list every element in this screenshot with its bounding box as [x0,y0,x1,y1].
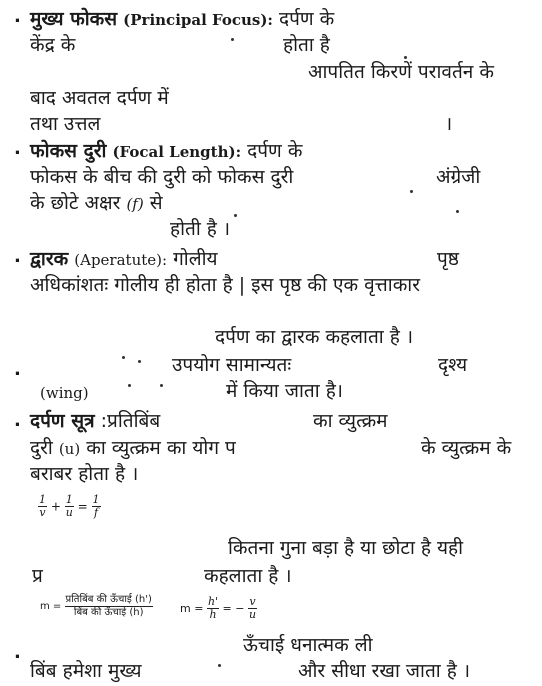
speck [122,356,125,359]
text: कहलाता है । [204,565,292,587]
text: कितना गुना बड़ा है या छोटा है यही [228,537,464,559]
bullet: . [14,6,21,27]
aperture-heading: द्वारक [30,248,69,270]
speck [218,664,221,667]
mirror-formula-equation [38,494,101,519]
bullet: . [14,410,21,431]
fraction-1-over-u: $\frac{1}{u}$ [65,493,73,519]
magnification-equation-1: m = $\frac{\text{प्रतिबिंब की ऊँचाई (h')}}{\text{बिंब की ऊँचाई (h)}}$ [40,594,152,618]
speck [410,190,413,193]
speck [128,384,131,387]
text: प्र [32,565,43,587]
text: होती है । [170,218,231,240]
text: बाद अवतल दर्पण में [30,87,169,109]
magnification-equation-2: m = $\frac{h'}{h}$ = − $\frac{v}{u}$ [180,595,257,621]
mirror-formula-line-1 [30,410,160,432]
text: पृष्ठ [437,248,459,270]
text: और सीधा रखा जाता है । [298,660,471,682]
fraction-1-over-v: $\frac{1}{v}$ [39,493,46,519]
speck [234,214,237,217]
fraction-1-over-f: $\frac{1}{f}$ [92,493,100,519]
text: का व्युत्क्रम [313,410,388,432]
fraction-v-over-u: $\frac{v}{u}$ [248,595,257,621]
focal-length-line-1 [30,140,302,163]
focal-length-line-3 [30,192,163,215]
fraction-h-prime-over-h: $\frac{h'}{h}$ [207,595,219,621]
speck [160,384,163,387]
speck [456,210,459,213]
text: बराबर होता है । [30,463,139,485]
bullet: . [14,138,21,159]
speck [231,38,234,41]
focal-symbol: (f) [126,195,144,213]
bullet: . [14,359,21,380]
text: अधिकांशतः गोलीय ही होता है | इस पृष्ठ की एक वृत्ताकार [30,274,420,296]
text: केंद्र के [30,34,76,56]
text: ऊँचाई धनात्मक ली [243,634,373,656]
text: तथा उत्तल [30,113,101,135]
text: से [149,192,163,214]
text: दर्पण का द्वारक कहलाता है । [215,326,414,348]
speck [138,360,141,363]
text: दर्पण के [279,8,335,30]
principal-focus-line-1 [30,8,334,31]
text: फोकस के बीच की दुरी को फोकस दुरी [30,166,294,188]
bullet: . [14,246,21,267]
text: दुरी [30,437,53,459]
focal-length-heading: फोकस दुरी [30,140,107,162]
text: बिंब हमेशा मुख्य [30,660,142,682]
text: के छोटे अक्षर [30,192,121,214]
equals-sign: = [77,499,88,514]
text: आपतित किरणें परावर्तन के [308,61,494,83]
text: में किया जाता है। [226,380,343,402]
bullet: . [14,642,21,663]
text: उपयोग सामान्यतः [172,354,292,376]
text: (wing) [40,384,89,402]
mirror-formula-line-2 [30,437,236,460]
text: अंग्रेजी [436,166,481,188]
principal-focus-heading: मुख्य फोकस [30,8,118,30]
aperture-line-1 [30,248,218,271]
text: के व्युत्क्रम के [421,437,512,459]
aperture-heading-en: (Aperatute): [74,251,168,269]
text: :प्रतिबिंब [100,410,161,432]
principal-focus-heading-en: (Principal Focus): [123,11,273,29]
magnification-fraction: $\frac{\text{प्रतिबिंब की ऊँचाई (h')}}{\text{बिंब की ऊँचाई (h)}}$ [65,594,152,618]
focal-length-heading-en: (Focal Length): [112,143,242,161]
text: । [445,113,453,135]
text: दर्पण के [247,140,303,162]
distance-symbol: (u) [58,440,81,458]
speck [404,56,407,59]
text: दृश्य [438,354,468,376]
plus-sign: + [50,499,61,514]
text: गोलीय [173,248,218,270]
text: होता है [283,34,330,56]
text: का व्युत्क्रम का योग प [86,437,236,459]
mirror-formula-heading: दर्पण सूत्र [30,410,95,432]
